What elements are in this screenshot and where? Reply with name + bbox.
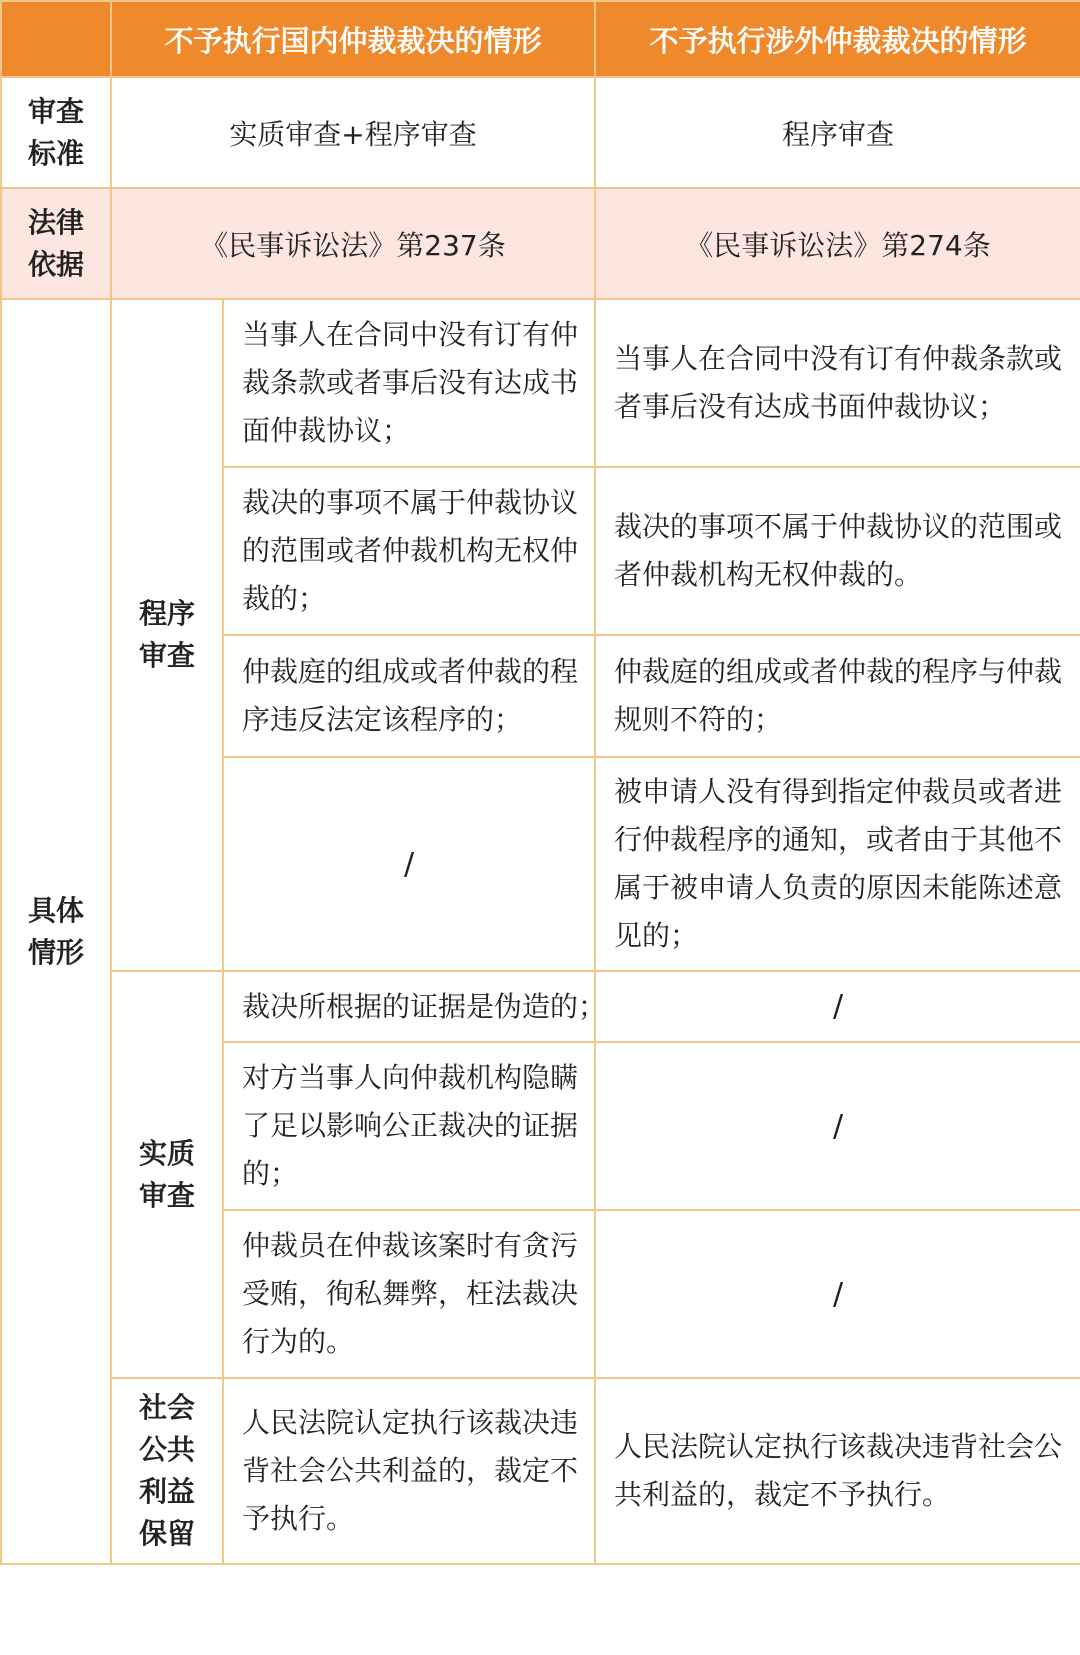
header-corner [1,1,111,77]
public-interest-domestic-cell: 人民法院认定执行该裁决违背社会公共利益的，裁定不予执行。 [223,1378,595,1564]
review-standard-foreign: 程序审查 [595,77,1080,188]
procedural-foreign-cell: 裁决的事项不属于仲裁协议的范围或者仲裁机构无权仲裁的。 [595,467,1080,635]
legal-basis-foreign: 《民事诉讼法》第274条 [595,188,1080,299]
procedural-foreign-cell: 仲裁庭的组成或者仲裁的程序与仲裁规则不符的； [595,635,1080,757]
procedural-domestic-cell: 裁决的事项不属于仲裁协议的范围或者仲裁机构无权仲裁的； [223,467,595,635]
substantive-row [1,971,1080,1042]
review-standard-row [1,77,1080,188]
substantive-domestic-cell: 仲裁员在仲裁该案时有贪污受贿，徇私舞弊，枉法裁决行为的。 [223,1210,595,1378]
legal-basis-label: 法律依据 [1,188,111,299]
header-domestic: 不予执行国内仲裁裁决的情形 [111,1,595,77]
review-standard-label: 审查标准 [1,77,111,188]
situations-label: 具体情形 [1,299,111,1564]
substantive-domestic-cell: 裁决所根据的证据是伪造的； [223,971,595,1042]
substantive-domestic-cell: 对方当事人向仲裁机构隐瞒了足以影响公正裁决的证据的； [223,1042,595,1210]
header-foreign: 不予执行涉外仲裁裁决的情形 [595,1,1080,77]
substantive-foreign-cell: / [595,1042,1080,1210]
review-standard-domestic: 实质审查+程序审查 [111,77,595,188]
substantive-review-label: 实质审查 [111,971,223,1378]
procedural-domestic-cell: 仲裁庭的组成或者仲裁的程序违反法定该程序的； [223,635,595,757]
legal-basis-domestic: 《民事诉讼法》第237条 [111,188,595,299]
procedural-row [1,299,1080,467]
procedural-foreign-cell: 当事人在合同中没有订有仲裁条款或者事后没有达成书面仲裁协议； [595,299,1080,467]
procedural-foreign-cell: 被申请人没有得到指定仲裁员或者进行仲裁程序的通知，或者由于其他不属于被申请人负责的原因未能陈述意见的； [595,757,1080,971]
header-row [1,1,1080,77]
legal-basis-row [1,188,1080,299]
substantive-foreign-cell: / [595,1210,1080,1378]
procedural-review-label: 程序审查 [111,299,223,971]
public-interest-label: 社会公共利益保留 [111,1378,223,1564]
public-interest-foreign-cell: 人民法院认定执行该裁决违背社会公共利益的，裁定不予执行。 [595,1378,1080,1564]
procedural-domestic-cell: / [223,757,595,971]
substantive-foreign-cell: / [595,971,1080,1042]
public-interest-row [1,1378,1080,1564]
procedural-domestic-cell: 当事人在合同中没有订有仲裁条款或者事后没有达成书面仲裁协议； [223,299,595,467]
